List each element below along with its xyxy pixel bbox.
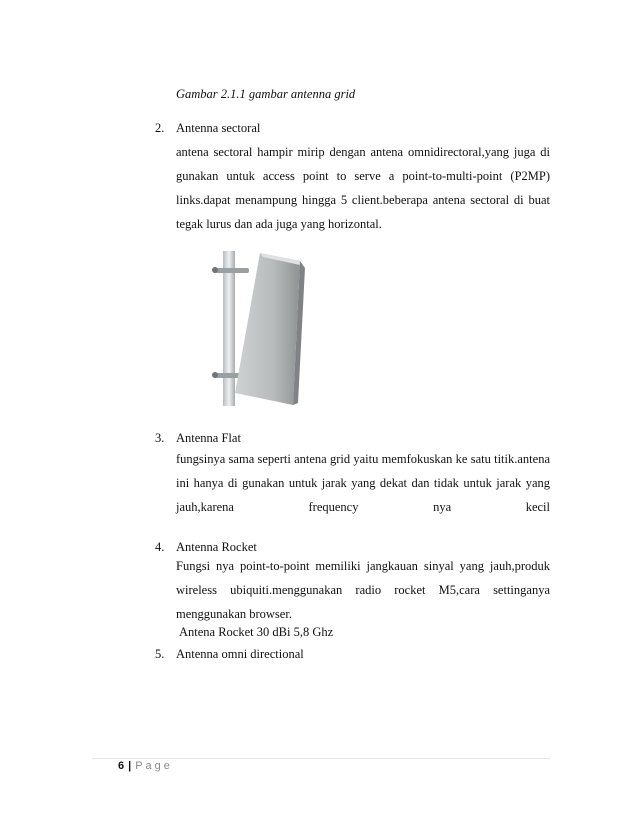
item-title-flat: Antenna Flat [176, 431, 241, 445]
page-word: Page [135, 760, 173, 772]
paragraph-line: wireless ubiquiti.menggunakan radio rocket M5,cara settinganya [176, 583, 550, 597]
paragraph-line: gunakan untuk access point to serve a point-to-multi-point (P2MP) [176, 169, 550, 183]
list-number-4: 4. [155, 540, 165, 554]
list-number-3: 3. [155, 431, 165, 445]
footer-divider [92, 758, 550, 759]
paragraph-line: fungsinya sama seperti antena grid yaitu memfokuskan ke satu titik.antena [176, 452, 550, 466]
paragraph-sectoral [176, 140, 550, 236]
page-footer [118, 760, 173, 772]
paragraph-line: Fungsi nya point-to-point memiliki jangkauan sinyal yang jauh,produk [176, 559, 550, 573]
word: frequency [308, 500, 359, 514]
figure-caption: Gambar 2.1.1 gambar antenna grid [176, 87, 356, 101]
list-number-2: 2. [155, 121, 165, 135]
item-title-rocket: Antenna Rocket [176, 540, 257, 554]
word: nya [433, 500, 452, 514]
word: jauh,karena [176, 500, 234, 514]
list-number-5: 5. [155, 647, 165, 661]
paragraph-line: links.dapat menampung hingga 5 client.beberapa antena sectoral di buat [176, 193, 550, 207]
item-title-omni: Antenna omni directional [176, 647, 304, 661]
sectoral-antenna-image [205, 243, 315, 408]
word: kecil [525, 500, 550, 514]
paragraph-line: antena sectoral hampir mirip dengan antena omnidirectoral,yang juga di [176, 145, 550, 159]
paragraph-line: tegak lurus dan ada juga yang horizontal. [176, 217, 382, 231]
footer-separator: | [128, 760, 132, 772]
paragraph-line: menggunakan browser. [176, 607, 292, 621]
page-number: 6 [118, 760, 125, 772]
item-title-sectoral: Antenna sectoral [176, 121, 261, 135]
paragraph-line [176, 495, 550, 519]
paragraph-flat [176, 447, 550, 519]
paragraph-rocket [176, 554, 550, 626]
rocket-note: Antena Rocket 30 dBi 5,8 Ghz [179, 625, 334, 639]
paragraph-line: ini hanya di gunakan untuk jarak yang dekat dan tidak untuk jarak yang [176, 476, 550, 490]
